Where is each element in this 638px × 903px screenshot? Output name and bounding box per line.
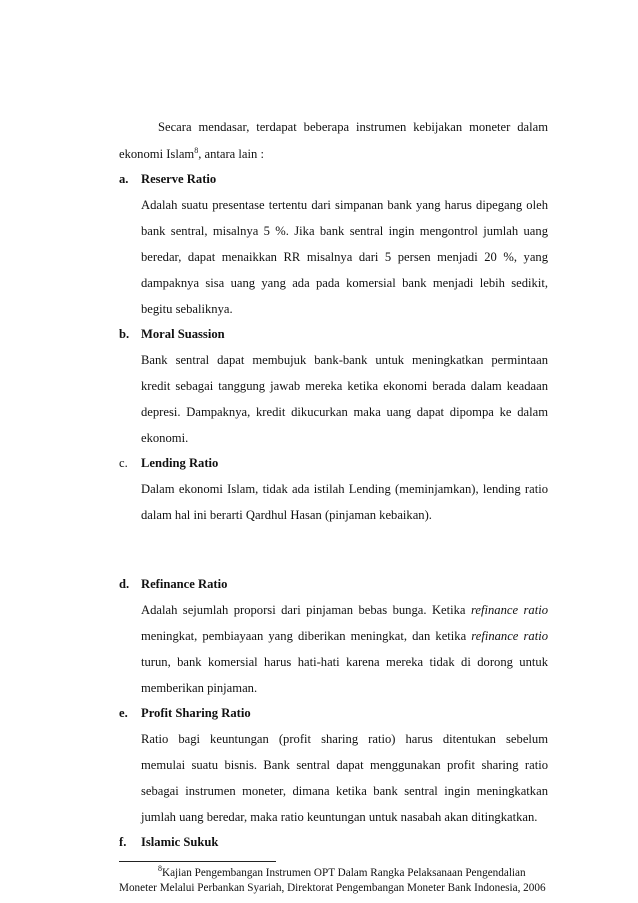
italic-term: refinance ratio — [470, 603, 549, 617]
section-b-line: depresi. Dampaknya, kredit dikucurkan maka uang dapat dipompa ke dalam — [141, 405, 548, 419]
line-text: Adalah sejumlah proporsi dari pinjaman bebas bunga. Ketika — [141, 603, 471, 617]
section-e-line: Ratio bagi keuntungan (profit sharing ratio) harus ditentukan sebelum — [141, 732, 548, 746]
section-title: Lending Ratio — [141, 456, 219, 470]
footnote-text: Kajian Pengembangan Instrumen OPT Dalam Rangka Pelaksanaan Pengendalian — [162, 867, 526, 879]
section-title: Islamic Sukuk — [141, 835, 219, 849]
intro-text: ekonomi Islam — [119, 147, 195, 161]
section-title: Profit Sharing Ratio — [141, 706, 251, 720]
section-e-line: memulai suatu bisnis. Bank sentral dapat menggunakan profit sharing ratio — [141, 758, 548, 772]
intro-line-1: Secara mendasar, terdapat beberapa instrumen kebijakan moneter dalam — [158, 120, 548, 134]
section-letter: f. — [119, 835, 127, 849]
section-letter: b. — [119, 327, 130, 341]
section-b-line: kredit sebagai tanggung jawab mereka ketika ekonomi berada dalam keadaan — [141, 379, 548, 393]
section-a-heading — [119, 171, 216, 187]
section-a-line: begitu sebaliknya. — [141, 302, 233, 316]
section-e-line: jumlah uang beredar, maka ratio keuntungan untuk nasabah akan ditingkatkan. — [141, 810, 538, 824]
footnote-line-1 — [158, 866, 526, 880]
section-a-line: dampaknya sisa uang yang ada pada komersial bank menjadi lebih sedikit, — [141, 276, 548, 290]
footnote-line-2: Moneter Melalui Perbankan Syariah, Direktorat Pengembangan Moneter Bank Indonesia, 2006 — [119, 882, 546, 894]
footnote-ref: 8 — [194, 146, 199, 155]
section-e-heading — [119, 705, 251, 721]
section-c-heading — [119, 455, 218, 471]
section-letter: d. — [119, 577, 130, 591]
intro-text-tail: , antara lain : — [198, 147, 264, 161]
section-b-heading — [119, 326, 225, 342]
line-text: meningkat, pembiayaan yang diberikan meningkat, dan ketika — [141, 629, 472, 643]
intro-line-2 — [119, 146, 548, 162]
section-d-heading — [119, 576, 227, 592]
section-b-line: Bank sentral dapat membujuk bank-bank untuk meningkatkan permintaan — [141, 353, 548, 367]
section-title: Moral Suassion — [141, 327, 225, 341]
section-d-line — [141, 602, 548, 618]
section-title: Reserve Ratio — [141, 172, 217, 186]
section-letter: c. — [119, 456, 128, 470]
section-d-line: memberikan pinjaman. — [141, 681, 258, 695]
section-f-heading — [119, 834, 218, 850]
section-title: Refinance Ratio — [141, 577, 228, 591]
section-c-line: Dalam ekonomi Islam, tidak ada istilah Lending (meminjamkan), lending ratio — [141, 482, 548, 496]
section-e-line: sebagai instrumen moneter, dimana ketika bank sentral ingin meningkatkan — [141, 784, 548, 798]
footnote-divider — [119, 861, 276, 862]
section-d-line: turun, bank komersial harus hati-hati karena mereka tidak di dorong untuk — [141, 655, 548, 669]
section-a-line: bank sentral, misalnya 5 %. Jika bank sentral ingin mengontrol jumlah uang — [141, 224, 548, 238]
footnote-number: 8 — [158, 864, 162, 873]
section-b-line: ekonomi. — [141, 431, 189, 445]
section-letter: a. — [119, 172, 129, 186]
section-c-line: dalam hal ini berarti Qardhul Hasan (pinjaman kebaikan). — [141, 508, 432, 522]
section-a-line: beredar, dapat menaikkan RR misalnya dari 5 persen menjadi 20 %, yang — [141, 250, 548, 264]
section-d-line — [141, 628, 548, 644]
section-a-line: Adalah suatu presentase tertentu dari simpanan bank yang harus dipegang oleh — [141, 198, 548, 212]
section-letter: e. — [119, 706, 128, 720]
italic-term: refinance ratio — [471, 629, 548, 643]
